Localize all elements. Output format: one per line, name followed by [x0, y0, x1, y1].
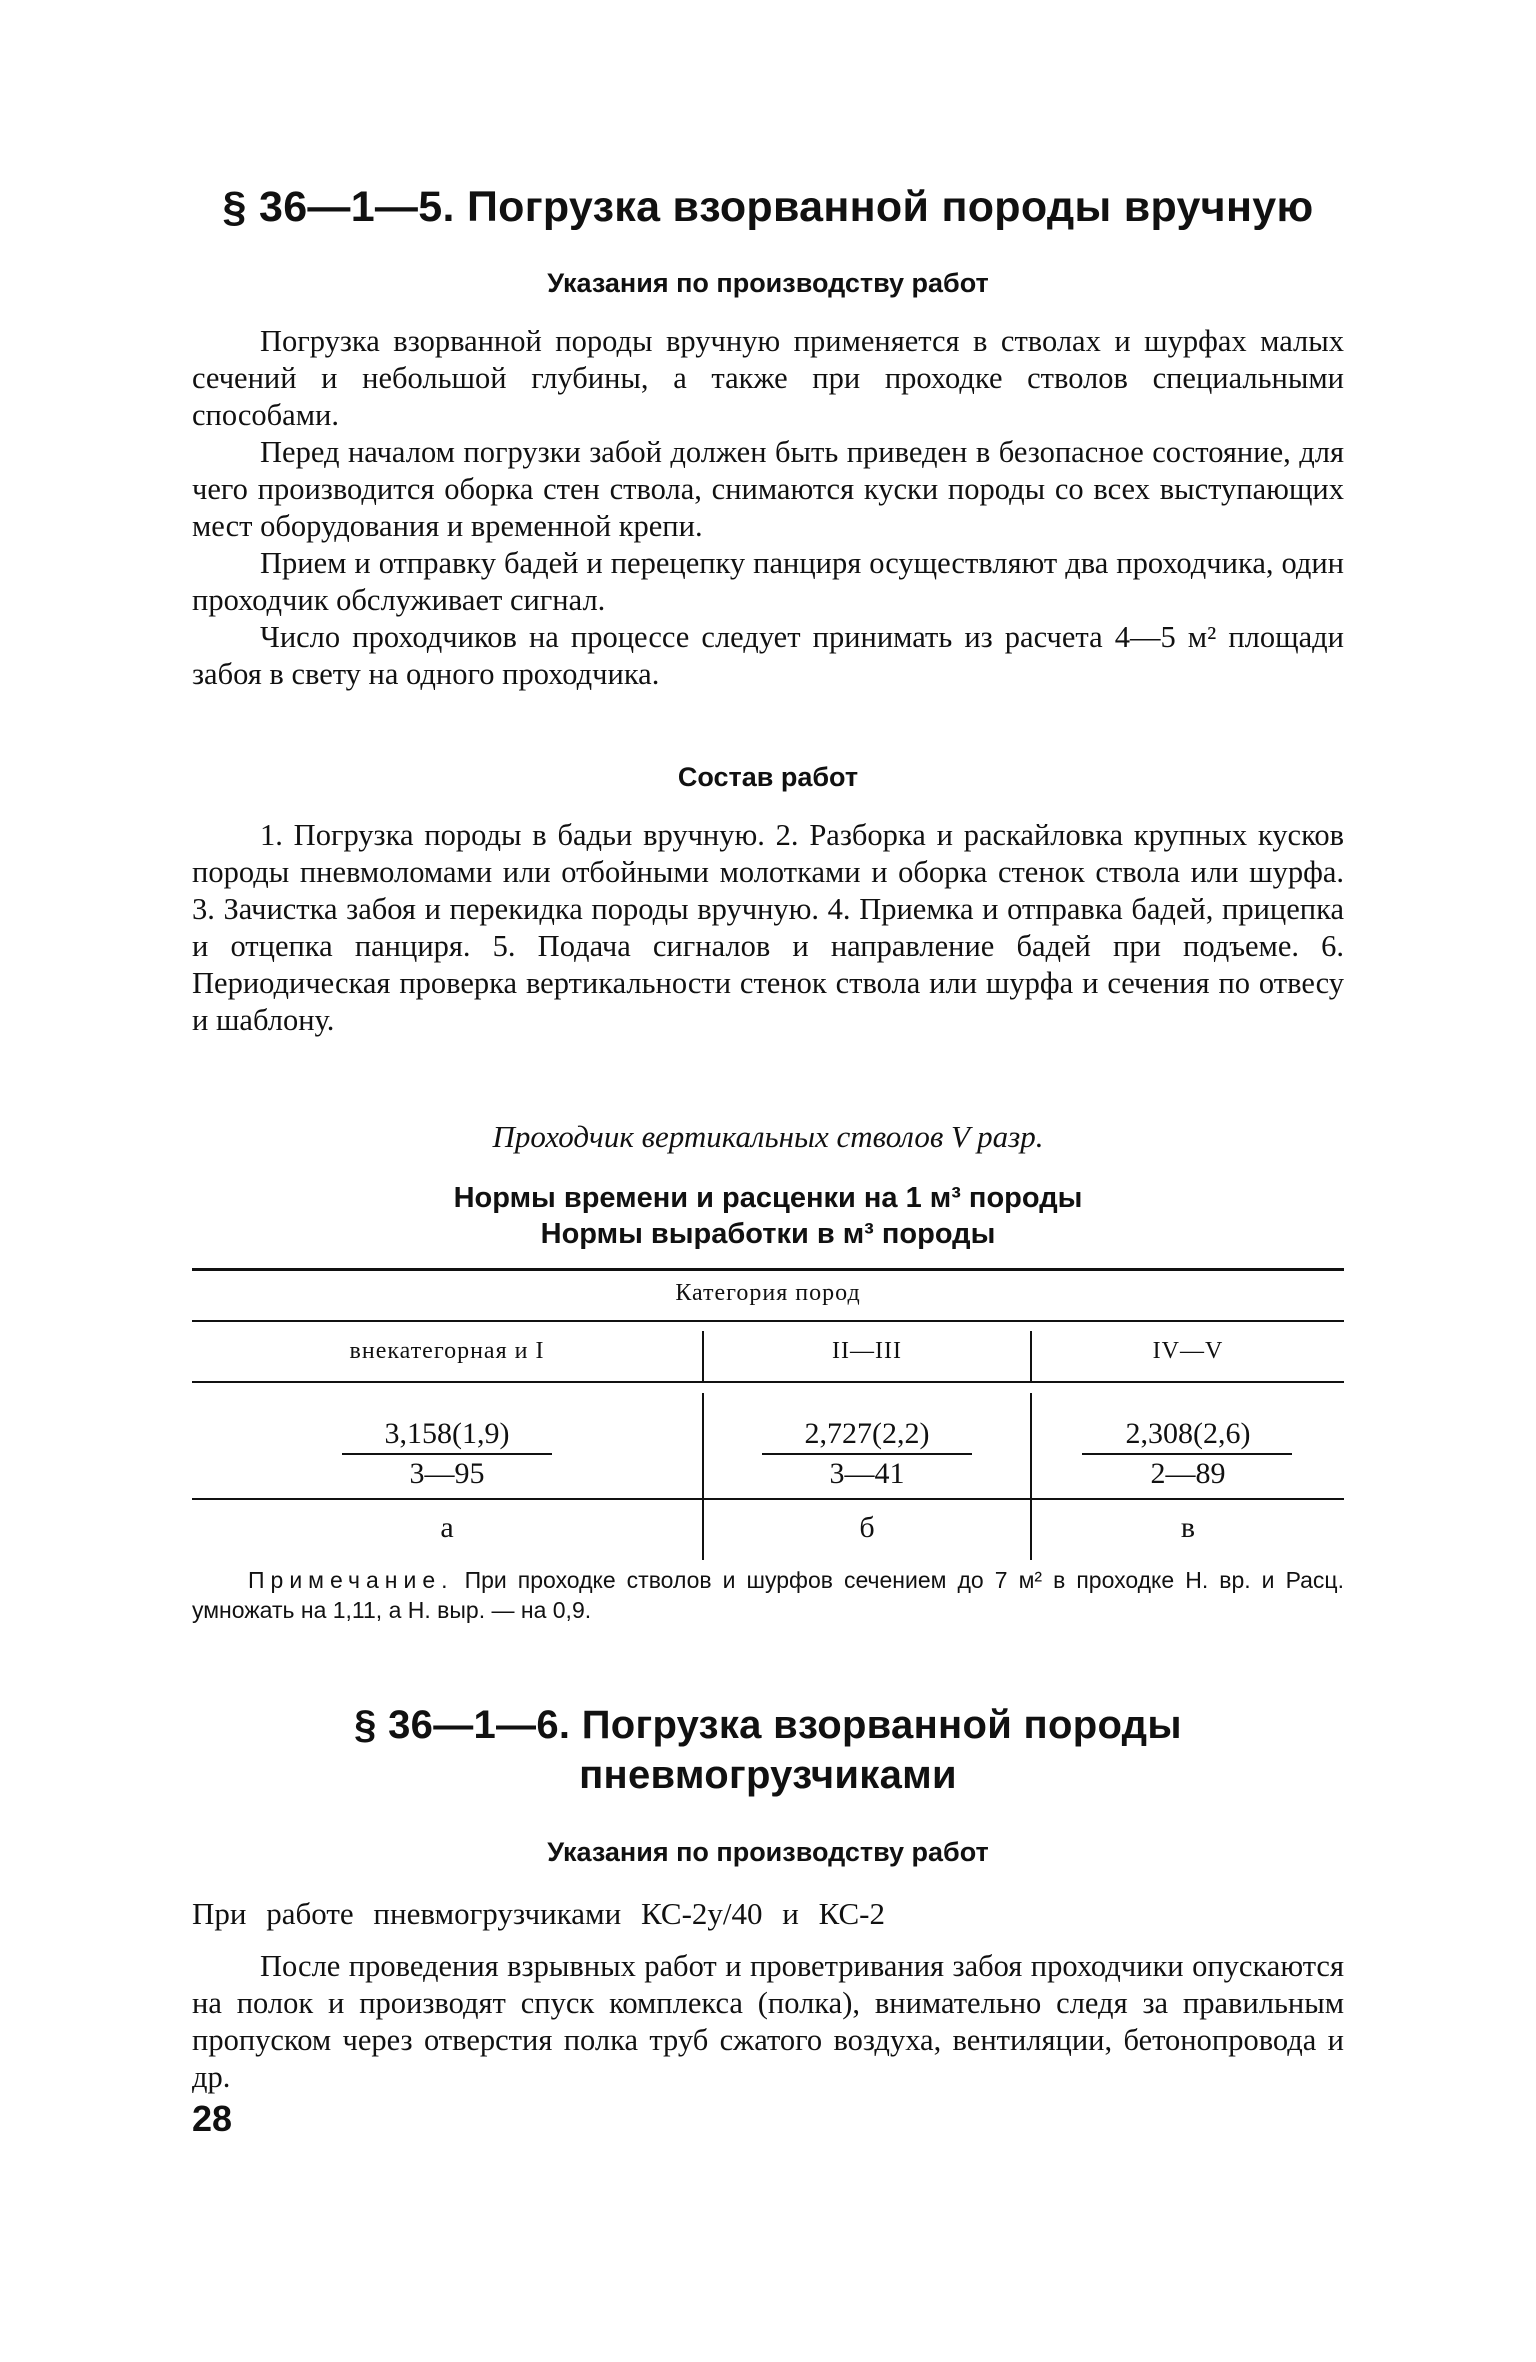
- work-composition-heading: Состав работ: [677, 762, 859, 792]
- table-group-header: Категория пород: [675, 1280, 861, 1306]
- norms-table: [192, 1268, 1344, 1544]
- fraction-bar: [342, 1453, 552, 1455]
- table-rule: [192, 1498, 1344, 1500]
- output-norm-value: 2—89: [1150, 1457, 1226, 1490]
- table-rule: [192, 1320, 1344, 1322]
- table-col-divider: [1030, 1500, 1032, 1560]
- instructions-heading: Указания по производству работ: [547, 1837, 989, 1867]
- table-col-divider: [1030, 1331, 1032, 1381]
- loader-models-lead: При работе пневмогрузчиками КС-2у/40 и КС-2: [192, 1896, 886, 1931]
- section-title-continued: пневмогрузчиками: [579, 1753, 957, 1797]
- table-col-header: II—III: [832, 1338, 902, 1364]
- column-letter: б: [859, 1511, 875, 1544]
- time-norm-value: 3,158(1,9): [384, 1417, 510, 1450]
- output-norm-value: 3—95: [409, 1457, 485, 1490]
- note-text: При проходке стволов и шурфов сечением до 7 м² в проходке Н. вр. и Расц. умножать на 1,11, а Н. выр. — на 0,9.: [192, 1567, 1344, 1623]
- instructions-body: [192, 323, 1344, 693]
- column-letter: а: [440, 1511, 454, 1544]
- section-title: § 36—1—5. Погрузка взорванной породы вручную: [222, 183, 1314, 231]
- norms-heading-1: Нормы времени и расценки на 1 м³ породы: [453, 1182, 1083, 1214]
- instructions-heading: Указания по производству работ: [547, 268, 989, 298]
- fraction-bar: [762, 1453, 972, 1455]
- table-col-divider: [702, 1331, 704, 1381]
- norms-heading-2: Нормы выработки в м³ породы: [540, 1218, 996, 1250]
- time-norm-value: 2,308(2,6): [1125, 1417, 1251, 1450]
- time-norm-value: 2,727(2,2): [804, 1417, 930, 1450]
- output-norm-value: 3—41: [829, 1457, 905, 1490]
- page-number: 28: [192, 2098, 233, 2139]
- paragraph: Погрузка взорванной породы вручную применяется в стволах и шурфах малых сечений и небольшой глубины, а также при проходке стволов специальными способами.: [192, 324, 1344, 432]
- table-col-header: IV—V: [1152, 1338, 1224, 1364]
- paragraph: Число проходчиков на процессе следует принимать из расчета 4—5 м² площади забоя в свету на одного проходчика.: [192, 620, 1344, 691]
- table-col-divider: [702, 1500, 704, 1560]
- table-top-rule: [192, 1268, 1344, 1271]
- paragraph: Перед началом погрузки забой должен быть приведен в безопасное состояние, для чего производится оборка стен ствола, снимаются куски породы со всех выступающих мест оборудования и временной крепи.: [192, 435, 1344, 543]
- worker-category: Проходчик вертикальных стволов V разр.: [492, 1119, 1044, 1154]
- table-note: [192, 1565, 1344, 1625]
- note-label: Примечание.: [248, 1567, 454, 1593]
- work-composition-text: 1. Погрузка породы в бадьи вручную. 2. Разборка и раскайловка крупных кусков породы пневмоломами или отбойными молотками и оборка стенок ствола или шурфа. 3. Зачистка забоя и перекидка породы вручную. 4. Приемка и отправка бадей, прицепка и отцепка панциря. 5. Подача сигналов и направление бадей при подъеме. 6. Периодическая проверка вертикальности стенок ствола или шурфа и сечения по отвесу и шаблону.: [192, 818, 1344, 1037]
- page: [192, 0, 1344, 2362]
- paragraph: Прием и отправку бадей и перецепку панциря осуществляют два проходчика, один проходчик обслуживает сигнал.: [192, 546, 1344, 617]
- column-letter: в: [1180, 1511, 1196, 1544]
- fraction-bar: [1082, 1453, 1292, 1455]
- paragraph: После проведения взрывных работ и проветривания забоя проходчики опускаются на полок и производят спуск комплекса (полка), внимательно следя за правильным пропуском через отверстия полка труб сжатого воздуха, вентиляции, бетонопровода и др.: [192, 1949, 1344, 2094]
- table-col-header: внекатегорная и I: [349, 1338, 545, 1364]
- section-title: § 36—1—6. Погрузка взорванной породы: [354, 1703, 1182, 1747]
- table-rule: [192, 1381, 1344, 1383]
